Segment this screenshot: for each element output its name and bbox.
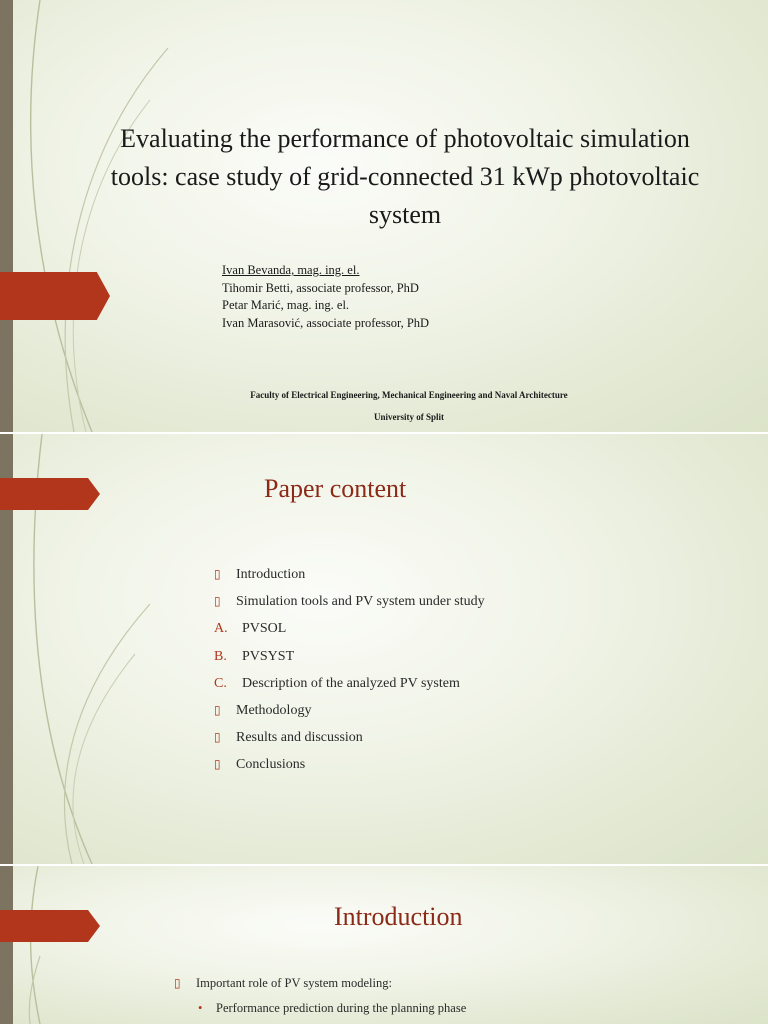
author-item: Tihomir Betti, associate professor, PhD xyxy=(222,280,419,295)
author-item: Ivan Marasović, associate professor, PhD xyxy=(222,315,430,330)
sub-bullet-item: • Performance prediction during the planning phase xyxy=(198,1001,467,1015)
list-letter: B. xyxy=(214,648,227,664)
bullet-icon: ▯ xyxy=(214,594,221,609)
bullet-icon: ▯ xyxy=(214,567,221,581)
contents-list xyxy=(214,561,485,779)
title-slide xyxy=(0,0,768,432)
contents-item: ▯ Introduction xyxy=(214,561,485,588)
section-heading: Paper content xyxy=(264,474,407,503)
list-letter: A. xyxy=(214,621,228,637)
accent-arrow xyxy=(0,272,110,320)
contents-item: C. Description of the analyzed PV system xyxy=(214,670,485,697)
university-name: University of Split xyxy=(373,412,444,422)
dot-icon: • xyxy=(198,1001,203,1015)
bullet-icon: ▯ xyxy=(214,757,221,772)
bullet-icon: ▯ xyxy=(174,976,181,990)
contents-item: ▯ Simulation tools and PV system under study xyxy=(214,588,485,615)
presentation-title: Evaluating the performance of photovoltaic simulation tools: case study of grid-connected 31 kWp photovoltaic system xyxy=(110,124,700,229)
contents-slide xyxy=(0,434,768,864)
author-item[interactable]: Ivan Bevanda, mag. ing. el. xyxy=(222,263,360,277)
author-list xyxy=(222,262,429,332)
section-heading: Introduction xyxy=(334,902,463,931)
author-item: Petar Marić, mag. ing. el. xyxy=(222,298,350,312)
sidebar-strip xyxy=(0,866,13,1024)
bullet-icon: ▯ xyxy=(214,730,221,745)
contents-item: A. PVSOL xyxy=(214,615,485,642)
sidebar-strip xyxy=(0,0,13,432)
swoosh-decoration xyxy=(0,866,200,1024)
accent-arrow xyxy=(0,478,100,510)
faculty-name: Faculty of Electrical Engineering, Mechanical Engineering and Naval Architecture xyxy=(250,390,568,400)
contents-item: ▯ Methodology xyxy=(214,697,485,724)
bullet-item: ▯ Important role of PV system modeling: xyxy=(174,976,392,990)
list-letter: C. xyxy=(214,675,227,691)
contents-item: ▯ Results and discussion xyxy=(214,724,485,751)
introduction-slide xyxy=(0,866,768,1024)
contents-item: B. PVSYST xyxy=(214,643,485,670)
bullet-icon: ▯ xyxy=(214,703,221,718)
contents-item: ▯ Conclusions xyxy=(214,751,485,778)
accent-arrow xyxy=(0,910,100,942)
